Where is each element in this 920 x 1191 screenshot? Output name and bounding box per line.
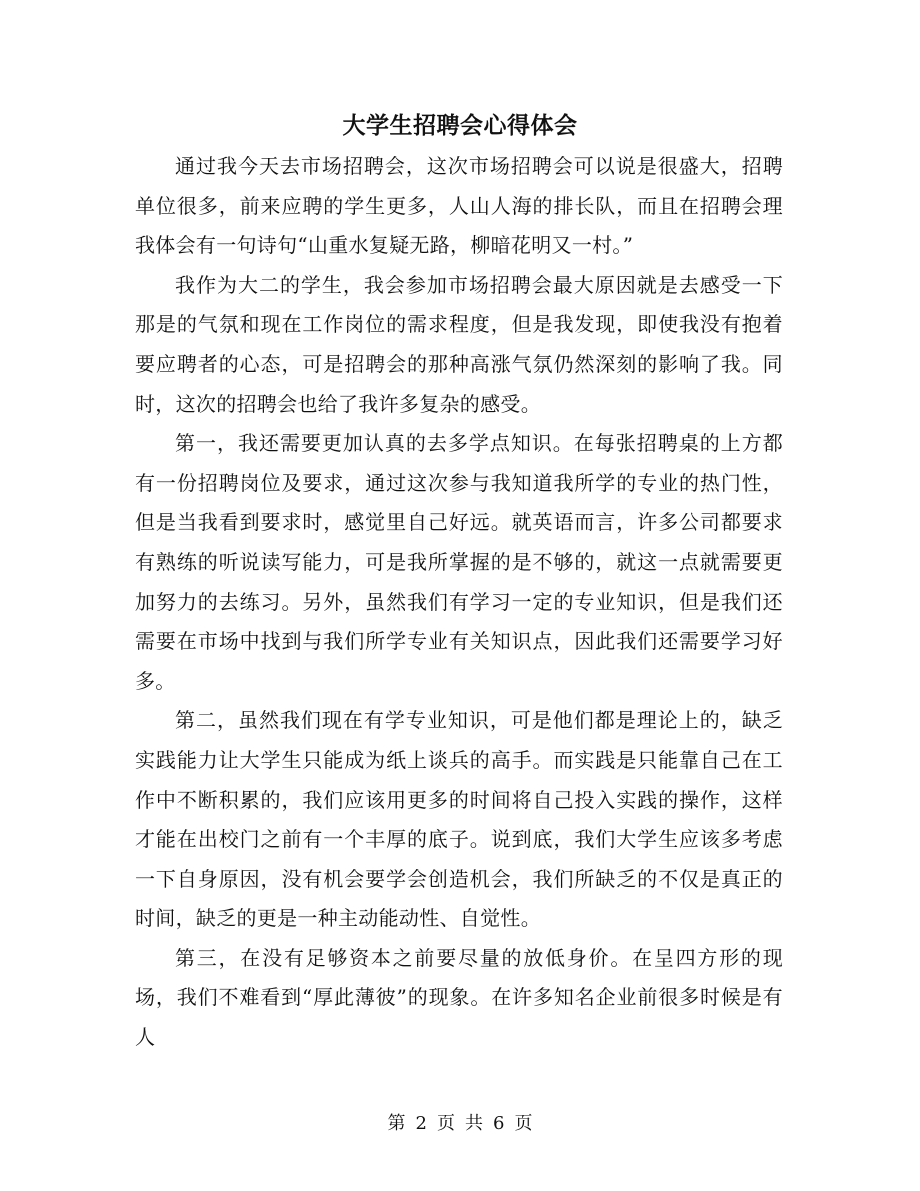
paragraph-4: 第二，虽然我们现在有学专业知识，可是他们都是理论上的，缺乏实践能力让大学生只能成为纸上谈兵的高手。而实践是只能靠自己在工作中不断积累的，我们应该用更多的时间将自己投入实践的操作，这样才能在出校门之前有一个丰厚的底子。说到底，我们大学生应该多考虑一下自身原因，没有机会要学会创造机会，我们所缺乏的不仅是真正的时间，缺乏的更是一种主动能动性、自觉性。	[135, 708, 783, 931]
paragraph-5: 第三，在没有足够资本之前要尽量的放低身价。在呈四方形的现场，我们不难看到“厚此薄彼”的现象。在许多知名企业前很多时候是有人	[135, 945, 783, 1050]
total-label: 共	[465, 1113, 483, 1134]
page-label-mid: 页	[437, 1113, 455, 1134]
paragraph-2: 我作为大二的学生，我会参加市场招聘会最大原因就是去感受一下那是的气氛和现在工作岗位的需求程度，但是我发现，即使我没有抱着要应聘者的心态，可是招聘会的那种高涨气氛仍然深刻的影响了我。同时，这次的招聘会也给了我许多复杂的感受。	[135, 272, 783, 416]
paragraph-1: 通过我今天去市场招聘会，这次市场招聘会可以说是很盛大，招聘单位很多，前来应聘的学生更多，人山人海的排长队，而且在招聘会理我体会有一句诗句“山重水复疑无路，柳暗花明又一村。”	[135, 154, 783, 258]
paragraph-3: 第一，我还需要更加认真的去多学点知识。在每张招聘桌的上方都有一份招聘岗位及要求，通过这次参与我知道我所学的专业的热门性，但是当我看到要求时，感觉里自己好远。就英语而言，许多公司都要求有熟练的听说读写能力，可是我所掌握的是不够的，就这一点就需要更加努力的去练习。另外，虽然我们有学习一定的专业知识，但是我们还需要在市场中找到与我们所学专业有关知识点，因此我们还需要学习好多。	[135, 431, 783, 693]
current-page-number: 2	[415, 1113, 427, 1134]
total-page-number: 6	[493, 1113, 505, 1134]
document-title: 大学生招聘会心得体会	[342, 112, 578, 139]
document-body	[135, 147, 783, 1058]
page-label-prefix: 第	[387, 1113, 406, 1134]
page-label-suffix: 页	[514, 1113, 533, 1134]
page-footer	[0, 1109, 920, 1139]
